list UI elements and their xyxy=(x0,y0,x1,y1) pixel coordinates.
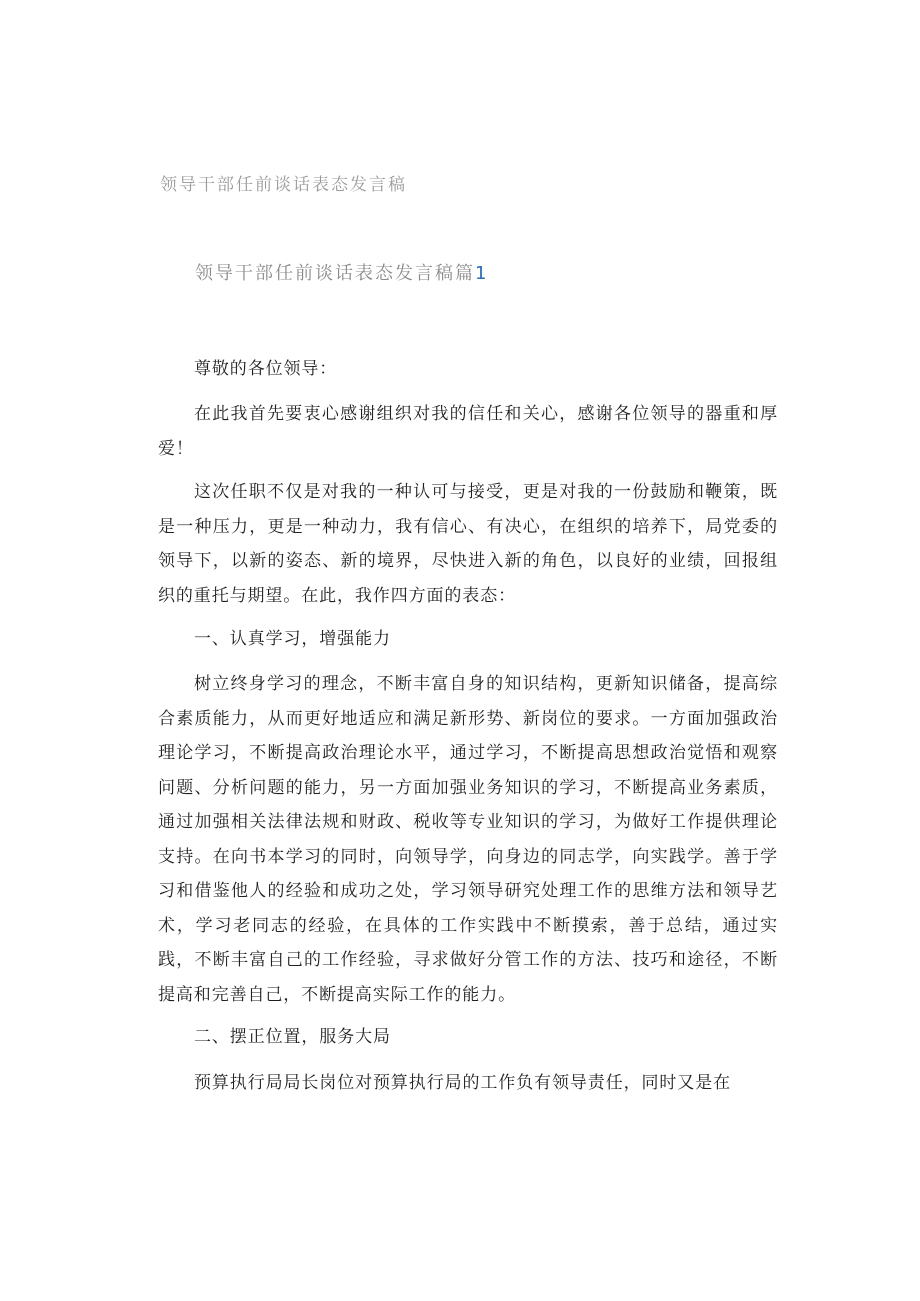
heading-learning: 一、认真学习，增强能力 xyxy=(194,629,391,649)
paragraph-position: 预算执行局局长岗位对预算执行局的工作负有领导责任，同时又是在 xyxy=(194,1073,731,1093)
section-title-text: 领导干部任前谈话表态发言稿篇 xyxy=(195,263,475,284)
heading-position: 二、摆正位置，服务大局 xyxy=(194,1027,391,1047)
section-title xyxy=(195,259,488,285)
paragraph-learning: 树立终身学习的理念，不断丰富自身的知识结构，更新知识储备，提高综合素质能力，从而更好地适应和满足新形势、新岗位的要求。一方面加强政治理论学习，不断提高政治理论水平，通过学习，不断提高思想政治觉悟和观察问题、分析问题的能力，另一方面加强业务知识的学习，不断提高业务素质，通过加强相关法律法规和财政、税收等专业知识的学习，为做好工作提供理论支持。在向书本学习的同时，向领导学，向身边的同志学，向实践学。善于学习和借鉴他人的经验和成功之处，学习领导研究处理工作的思维方法和领导艺术，学习老同志的经验，在具体的工作实践中不断摸索，善于总结，通过实践，不断丰富自己的工作经验，寻求做好分管工作的方法、技巧和途径，不断提高和完善自己，不断提高实际工作的能力。 xyxy=(158,674,778,1005)
document-title: 领导干部任前谈话表态发言稿 xyxy=(160,175,407,195)
section-title-number: 1 xyxy=(475,263,489,284)
paragraph-thanks: 在此我首先要衷心感谢组织对我的信任和关心，感谢各位领导的器重和厚爱！ xyxy=(158,404,778,459)
salutation: 尊敬的各位领导： xyxy=(194,359,338,379)
paragraph-appointment: 这次任职不仅是对我的一种认可与接受，更是对我的一份鼓励和鞭策，既是一种压力，更是一种动力，我有信心、有决心，在组织的培养下，局党委的领导下，以新的姿态、新的境界，尽快进入新的角色，以良好的业绩，回报组织的重托与期望。在此，我作四方面的表态： xyxy=(158,482,778,606)
